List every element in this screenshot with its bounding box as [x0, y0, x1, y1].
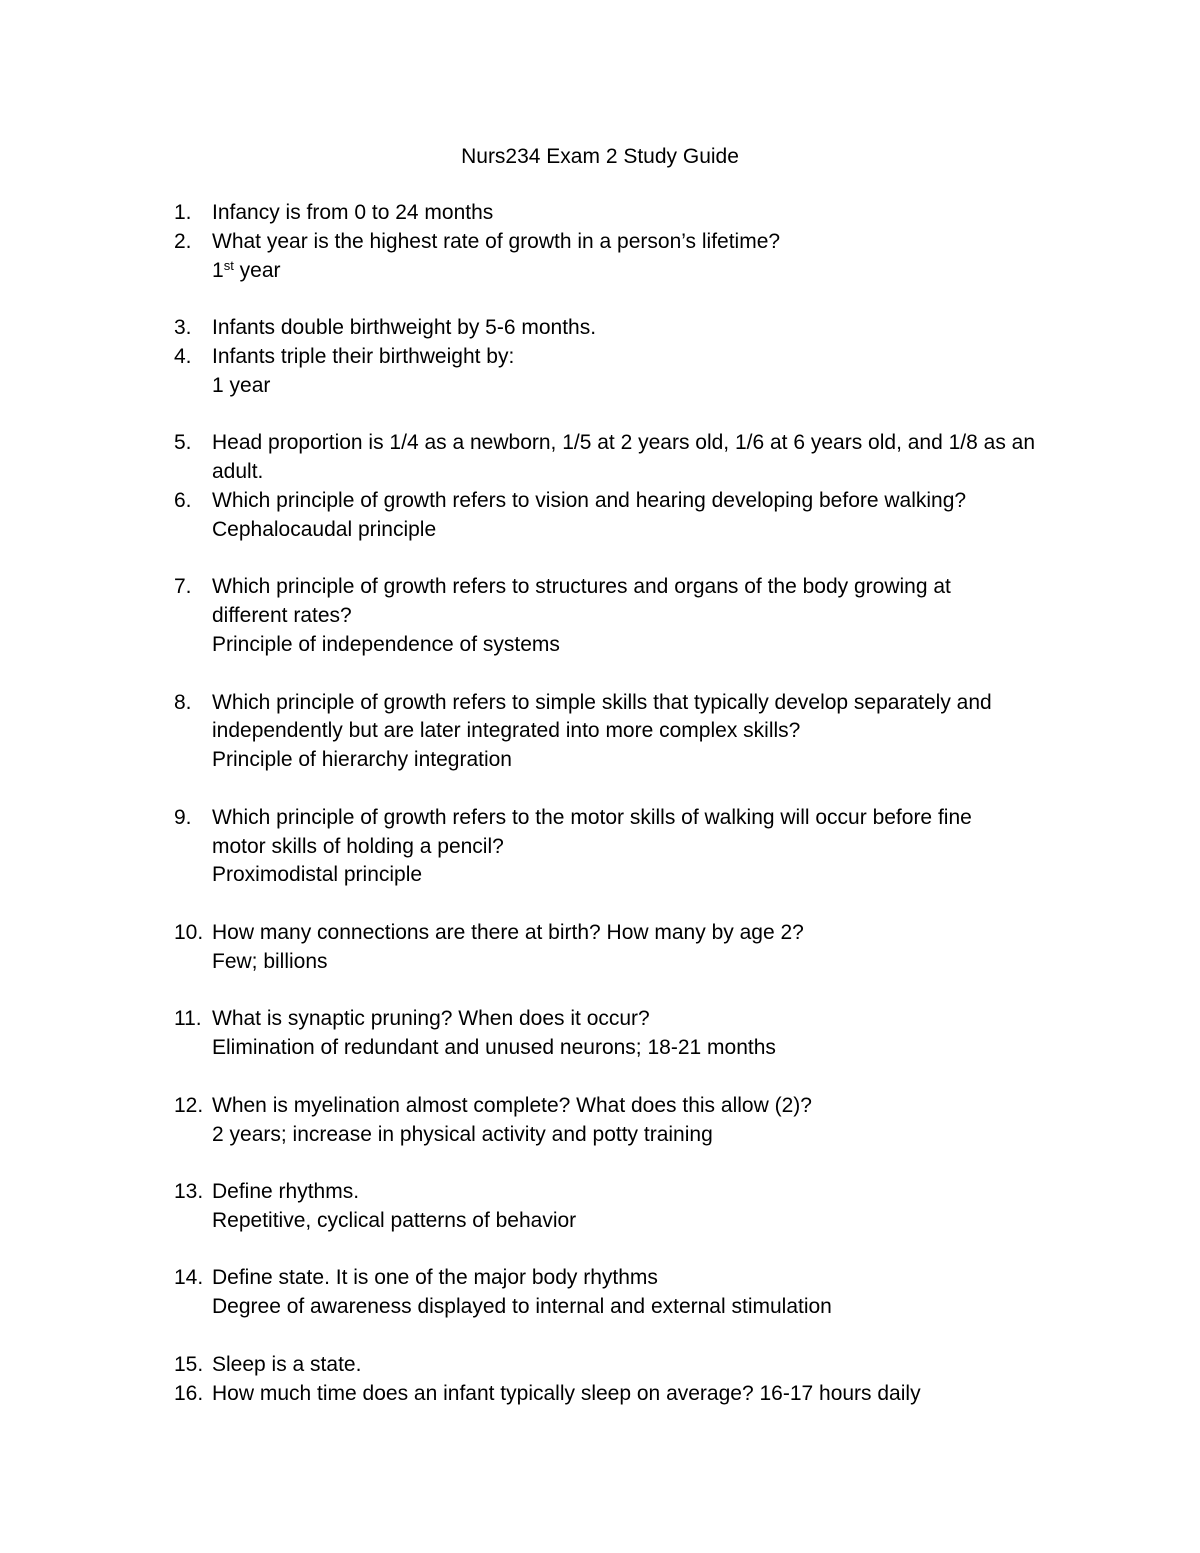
item-number: 2.	[174, 229, 192, 253]
item-text: What year is the highest rate of growth in a person’s lifetime?	[212, 229, 781, 253]
item-text: How many connections are there at birth? How many by age 2?	[212, 920, 804, 944]
list-item	[174, 314, 1074, 343]
document-title: Nurs234 Exam 2 Study Guide	[461, 145, 739, 168]
item-answer: Elimination of redundant and unused neurons; 18-21 months	[212, 1036, 776, 1060]
answer-prefix: 1	[212, 258, 224, 282]
item-number: 3.	[174, 316, 192, 340]
question-list	[174, 199, 1074, 1408]
item-number: 4.	[174, 344, 192, 368]
item-text: Define rhythms.	[212, 1180, 360, 1204]
answer-superscript: st	[223, 257, 234, 273]
item-text: How much time does an infant typically sleep on average? 16-17 hours daily	[212, 1381, 921, 1405]
item-answer: 1 year	[212, 373, 271, 397]
list-item	[174, 1264, 1074, 1322]
list-item	[174, 1005, 1074, 1063]
item-answer: Principle of independence of systems	[212, 632, 560, 656]
item-number: 6.	[174, 488, 192, 512]
item-number: 9.	[174, 805, 192, 829]
item-answer: 2 years; increase in physical activity and potty training	[212, 1122, 713, 1146]
item-text: Which principle of growth refers to vision and hearing developing before walking?	[212, 488, 967, 512]
item-answer: Repetitive, cyclical patterns of behavior	[212, 1208, 577, 1232]
item-number: 11.	[174, 1007, 202, 1031]
item-number: 15.	[174, 1352, 204, 1376]
item-text: independently but are later integrated into more complex skills?	[212, 719, 801, 743]
item-text: Infants double birthweight by 5-6 months.	[212, 316, 597, 340]
item-number: 14.	[174, 1266, 204, 1290]
list-item	[174, 573, 1074, 659]
list-item	[174, 343, 1074, 401]
item-text: different rates?	[212, 604, 352, 628]
item-text: Infancy is from 0 to 24 months	[212, 201, 494, 224]
item-answer: Principle of hierarchy integration	[212, 748, 512, 772]
list-item	[174, 228, 1074, 286]
item-text: Which principle of growth refers to simple skills that typically develop separately and	[212, 690, 992, 714]
answer-suffix: year	[233, 258, 281, 282]
item-text: Sleep is a state.	[212, 1352, 362, 1376]
item-number: 7.	[174, 575, 192, 599]
list-item	[174, 429, 1074, 487]
list-item	[174, 199, 1074, 228]
item-text: When is myelination almost complete? What does this allow (2)?	[212, 1093, 812, 1117]
item-answer	[212, 257, 1074, 286]
item-answer: Proximodistal principle	[212, 863, 423, 887]
item-text: motor skills of holding a pencil?	[212, 834, 504, 858]
item-number: 10.	[174, 920, 204, 944]
item-number: 13.	[174, 1180, 204, 1204]
list-item	[174, 1178, 1074, 1236]
item-answer: Degree of awareness displayed to internal and external stimulation	[212, 1295, 832, 1319]
item-text: Which principle of growth refers to the motor skills of walking will occur before fine	[212, 805, 972, 829]
list-item	[174, 1380, 1074, 1409]
item-answer: Cephalocaudal principle	[212, 517, 437, 541]
list-item	[174, 689, 1074, 775]
item-text: Infants triple their birthweight by:	[212, 344, 515, 368]
item-text: adult.	[212, 460, 264, 484]
list-item	[174, 1092, 1074, 1150]
item-number: 1.	[174, 201, 192, 224]
item-number: 12.	[174, 1093, 204, 1117]
list-item	[174, 804, 1074, 890]
item-number: 8.	[174, 690, 192, 714]
item-number: 16.	[174, 1381, 204, 1405]
item-answer: Few; billions	[212, 949, 328, 973]
list-item	[174, 1351, 1074, 1380]
item-text: Which principle of growth refers to structures and organs of the body growing at	[212, 575, 951, 599]
list-item	[174, 487, 1074, 545]
item-number: 5.	[174, 431, 192, 455]
item-text: Define state. It is one of the major body rhythms	[212, 1266, 658, 1290]
list-item	[174, 919, 1074, 977]
item-text: Head proportion is 1/4 as a newborn, 1/5 at 2 years old, 1/6 at 6 years old, and 1/8 as an	[212, 431, 1036, 455]
item-text: What is synaptic pruning? When does it occur?	[212, 1007, 650, 1031]
